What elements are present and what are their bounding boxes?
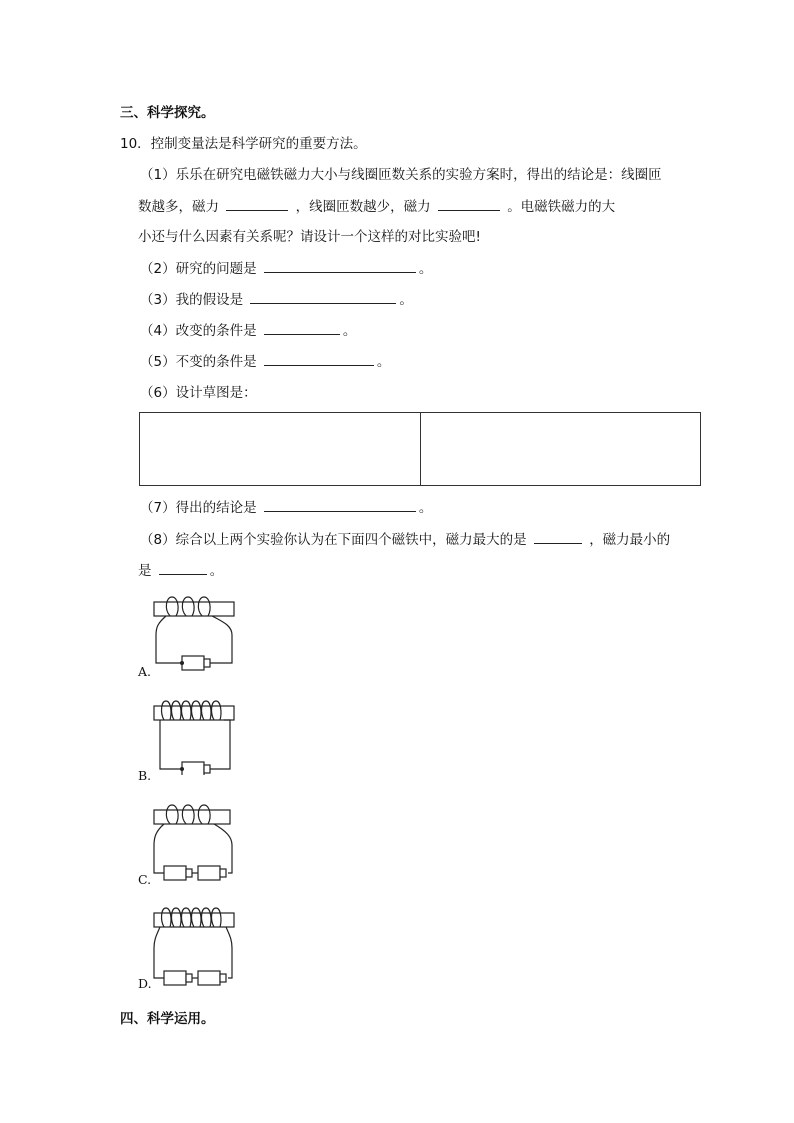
answer-blank-hypothesis[interactable] [250, 289, 396, 304]
electromagnet-b-icon [150, 699, 240, 775]
part-1-line-1: （1）乐乐在研究电磁铁磁力大小与线圈匝数关系的实验方案时，得出的结论是：线圈匝 [140, 167, 662, 183]
part-3 [140, 289, 413, 310]
part-6: （6）设计草图是： [140, 385, 257, 401]
part-4 [140, 320, 356, 341]
question-10-stem: 10．控制变量法是科学研究的重要方法。 [120, 136, 367, 152]
part-8-line-1 [140, 529, 670, 550]
electromagnet-a-icon [150, 595, 240, 671]
part-7-text: （7）得出的结论是 [140, 500, 257, 516]
part-8-text-c: 是 [138, 563, 152, 579]
part-8-text-b: ，磁力最小的 [589, 532, 671, 548]
part-2-text: （2）研究的问题是 [140, 261, 257, 277]
part-5-text: （5）不变的条件是 [140, 354, 257, 370]
electromagnet-c-icon [150, 803, 240, 881]
part-2 [140, 258, 432, 279]
part-1-text-c: 。电磁铁磁力的大 [507, 199, 616, 215]
section-3-title: 三、科学探究。 [120, 105, 215, 121]
period: 。 [209, 563, 224, 579]
answer-blank-weakest[interactable] [159, 560, 207, 575]
part-3-text: （3）我的假设是 [140, 292, 244, 308]
period: 。 [418, 500, 433, 516]
part-1-line-3: 小还与什么因素有关系呢？请设计一个这样的对比实验吧! [138, 229, 481, 245]
option-d-label: D. [138, 976, 152, 991]
period: 。 [342, 323, 357, 339]
electromagnet-figure-c [150, 803, 240, 885]
part-8-text-a: （8）综合以上两个实验你认为在下面四个磁铁中，磁力最大的是 [140, 532, 527, 548]
electromagnet-figure-b [150, 699, 240, 779]
answer-blank-changed-condition[interactable] [264, 320, 340, 335]
option-c-label: C. [138, 872, 152, 887]
electromagnet-figure-d [150, 906, 240, 990]
part-1-text-b: ，线圈匝数越少，磁力 [295, 199, 431, 215]
answer-blank-conclusion[interactable] [264, 497, 416, 512]
part-8-line-2 [138, 560, 223, 581]
design-sketch-table [139, 412, 701, 486]
answer-blank-question[interactable] [264, 258, 416, 273]
section-4-title: 四、科学运用。 [120, 1011, 215, 1027]
answer-blank-fewer-coils[interactable] [438, 196, 500, 211]
sketch-cell-left[interactable] [140, 413, 420, 485]
option-a-label: A. [138, 664, 152, 679]
answer-blank-strongest[interactable] [534, 529, 582, 544]
answer-blank-constant-condition[interactable] [264, 351, 374, 366]
part-4-text: （4）改变的条件是 [140, 323, 257, 339]
electromagnet-figure-a [150, 595, 240, 675]
part-1-line-2 [138, 196, 615, 217]
answer-blank-more-coils[interactable] [226, 196, 288, 211]
part-5 [140, 351, 390, 372]
sketch-cell-right[interactable] [420, 413, 701, 485]
option-b-label: B. [138, 768, 152, 783]
period: 。 [376, 354, 391, 370]
period: 。 [418, 261, 433, 277]
electromagnet-d-icon [150, 906, 240, 986]
part-1-text-a: 数越多，磁力 [138, 199, 219, 215]
period: 。 [399, 292, 413, 308]
part-7 [140, 497, 432, 518]
